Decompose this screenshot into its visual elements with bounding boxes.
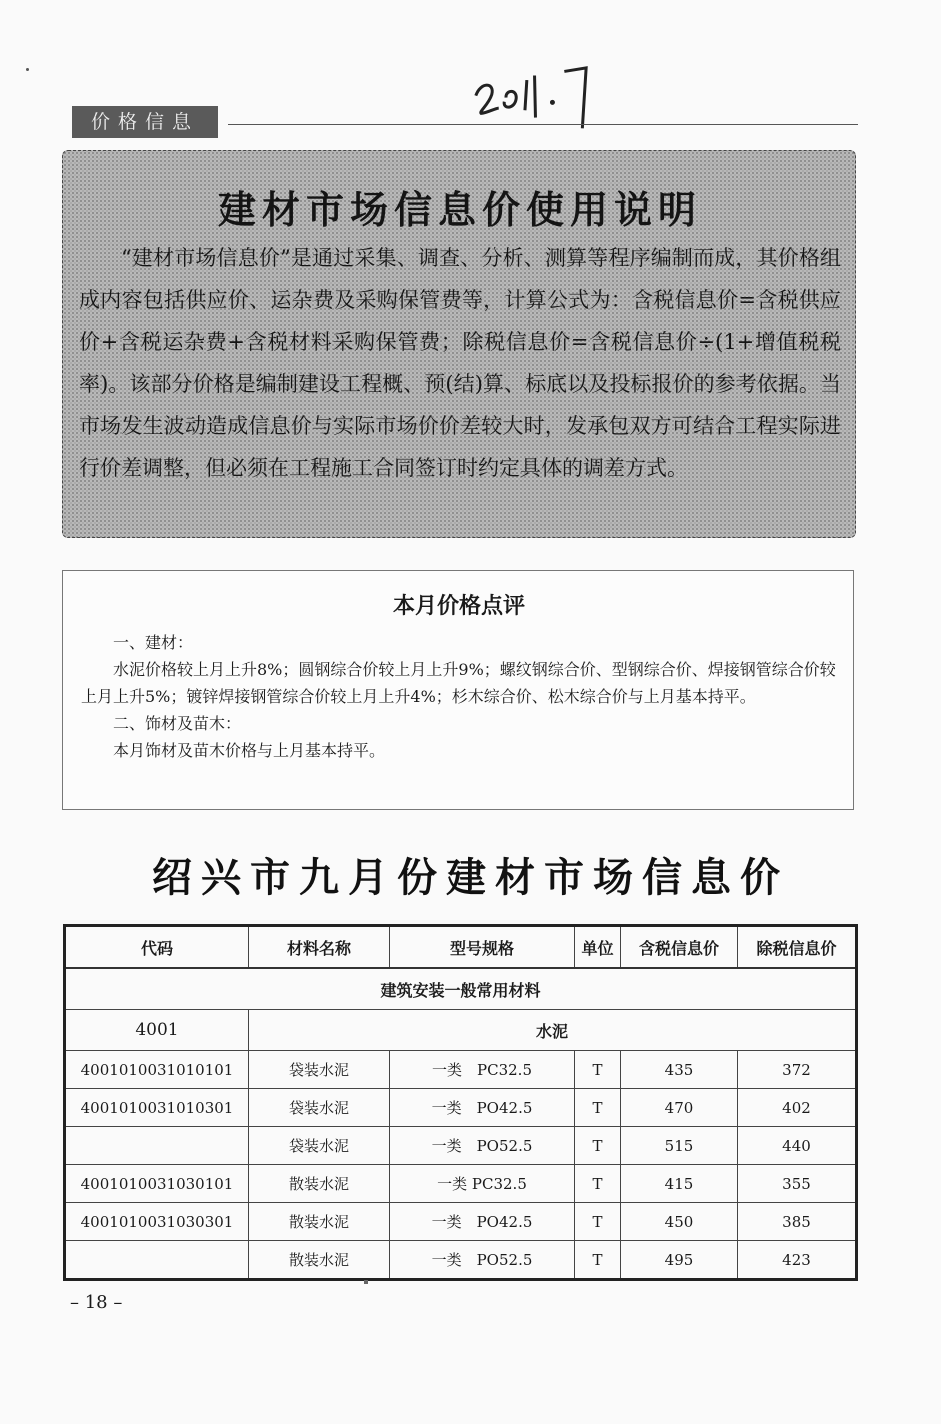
table-row [65, 1203, 857, 1241]
row-tax-price: 435 [621, 1051, 738, 1089]
col-header-code: 代码 [65, 926, 249, 969]
row-name: 散装水泥 [249, 1241, 390, 1280]
row-code: 4001010031030301 [65, 1203, 249, 1241]
col-header-spec: 型号规格 [390, 926, 575, 969]
row-name: 散装水泥 [249, 1203, 390, 1241]
row-tax-price: 450 [621, 1203, 738, 1241]
row-tax-price: 515 [621, 1127, 738, 1165]
row-spec: 一类 PC32.5 [390, 1165, 575, 1203]
col-header-unit: 单位 [575, 926, 621, 969]
row-spec: 一类 PC32.5 [390, 1051, 575, 1089]
row-net-price: 440 [738, 1127, 857, 1165]
row-spec: 一类 PO52.5 [390, 1241, 575, 1280]
table-row [65, 1127, 857, 1165]
row-name: 袋装水泥 [249, 1051, 390, 1089]
usage-notice-title: 建材市场信息价使用说明 [217, 188, 702, 232]
row-name: 袋装水泥 [249, 1089, 390, 1127]
table-row [65, 1241, 857, 1280]
group-row [65, 1010, 857, 1051]
table-row [65, 1165, 857, 1203]
row-unit: T [575, 1051, 621, 1089]
row-spec: 一类 PO52.5 [390, 1127, 575, 1165]
row-code: 4001010031010101 [65, 1051, 249, 1089]
review-section2-body: 本月饰材及苗木价格与上月基本持平。 [113, 741, 386, 760]
row-spec: 一类 PO42.5 [390, 1089, 575, 1127]
col-header-name: 材料名称 [249, 926, 390, 969]
row-tax-price: 415 [621, 1165, 738, 1203]
scan-speck [364, 1280, 368, 1284]
category-label: 建筑安装一般常用材料 [65, 968, 857, 1010]
row-tax-price: 470 [621, 1089, 738, 1127]
row-net-price: 385 [738, 1203, 857, 1241]
row-net-price: 423 [738, 1241, 857, 1280]
monthly-review-body [81, 629, 839, 764]
review-section1-body: 水泥价格较上月上升8%；圆钢综合价较上月上升9%；螺纹钢综合价、型钢综合价、焊接钢管综合价较上月上升5%；镀锌焊接钢管综合价较上月上升4%；杉木综合价、松木综合价与上月基本持平。 [81, 660, 836, 706]
row-code [65, 1241, 249, 1280]
table-row [65, 1051, 857, 1089]
row-name: 袋装水泥 [249, 1127, 390, 1165]
row-net-price: 402 [738, 1089, 857, 1127]
section-tag: 价格信息 [72, 106, 218, 138]
usage-notice-body: “建材市场信息价”是通过采集、调查、分析、测算等程序编制而成，其价格组成内容包括供应价、运杂费及采购保管费等，计算公式为：含税信息价=含税供应价+含税运杂费+含税材料采购保管费；除税信息价=含税信息价÷(1+增值税税率)。该部分价格是编制建设工程概、预(结)算、标底以及投标报价的参考依据。当市场发生波动造成信息价与实际市场价价差较大时，发承包双方可结合工程实际进行价差调整，但必须在工程施工合同签订时约定具体的调差方式。 [79, 246, 841, 480]
row-net-price: 355 [738, 1165, 857, 1203]
page-number: – 18 – [70, 1292, 123, 1313]
table-header-row [65, 926, 857, 969]
row-unit: T [575, 1089, 621, 1127]
price-list-title: 绍兴市九月份建材市场信息价 [152, 855, 789, 901]
row-code [65, 1127, 249, 1165]
row-net-price: 372 [738, 1051, 857, 1089]
handwritten-date-drawing [470, 60, 615, 140]
row-tax-price: 495 [621, 1241, 738, 1280]
row-unit: T [575, 1203, 621, 1241]
row-unit: T [575, 1127, 621, 1165]
monthly-review-box [62, 570, 854, 810]
row-spec: 一类 PO42.5 [390, 1203, 575, 1241]
usage-notice-box [62, 150, 856, 538]
category-row [65, 968, 857, 1010]
table-row [65, 1089, 857, 1127]
scan-speck [26, 68, 29, 71]
col-header-tax-price: 含税信息价 [621, 926, 738, 969]
group-name: 水泥 [249, 1010, 857, 1051]
price-table [63, 924, 858, 1281]
header-rule [228, 124, 858, 125]
row-code: 4001010031030101 [65, 1165, 249, 1203]
monthly-review-title: 本月价格点评 [392, 594, 525, 619]
row-code: 4001010031010301 [65, 1089, 249, 1127]
row-name: 散装水泥 [249, 1165, 390, 1203]
review-section1-heading: 一、建材： [113, 633, 194, 652]
col-header-net-price: 除税信息价 [738, 926, 857, 969]
review-section2-heading: 二、饰材及苗木： [113, 714, 242, 733]
group-code: 4001 [65, 1010, 249, 1051]
row-unit: T [575, 1165, 621, 1203]
row-unit: T [575, 1241, 621, 1280]
